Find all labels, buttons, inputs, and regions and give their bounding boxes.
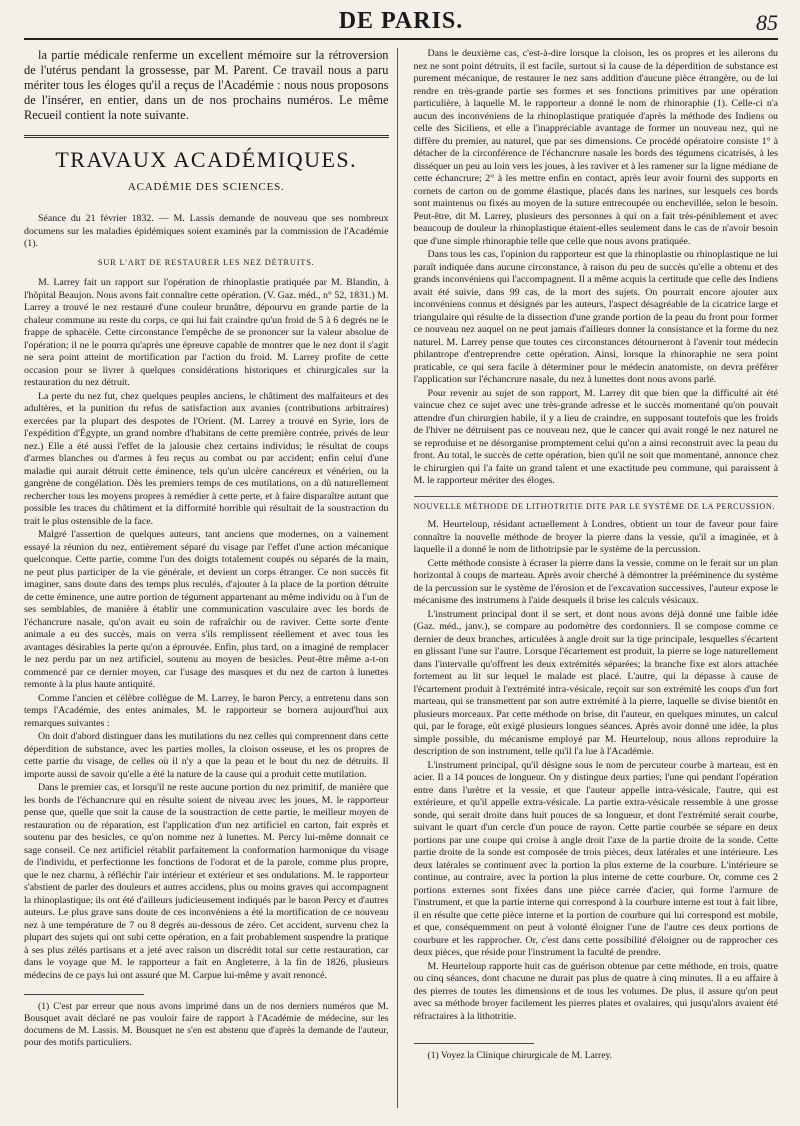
footnote-divider: [24, 994, 144, 995]
paragraph: Malgré l'assertion de quelques auteurs, tant anciens que modernes, on a vainement essayé la réunion du nez, entièrement séparé du visage par l'effet d'une action mécanique quelconque. Cette partie, comme l'un des doigts totalement coupés ou séparés de la main, ne peut plus participer de la vie générale, et devient un corps étranger. Ce non succès fit imaginer, sans doute dans des temps plus reculés, d'ajouter à la place de la portion détruite de cette éminence, une autre portion de tégument appartenant au même individu ou à l'un de ses semblables, de manière à établir une communication vasculaire avec les bords de l'échancrure nasale, qu'on avait eu soin de rafraîchir ou de raviver. Cette sorte d'ente animale a eu des succès, mais on verra s'ils remplissent réellement et avec tous les avantages désirables la perte qu'on a éprouvée. Enfin, plus tard, on a imaginé de remplacer le nez perdu par un nez artificiel, soutenu au moyen de besicles. Peut-être même a-t-on commencé par ce dernier moyen, car l'usage des masques et du nez de carton à lunettes remonte à la plus haute antiquité.: [24, 529, 389, 690]
paragraph: Dans le premier cas, et lorsqu'il ne reste aucune portion du nez primitif, de manière que les bords de l'échancrure qui en résulte soient de niveau avec les joues, M. le rapporteur pense que, quelle que soit la cause de la soustraction de cette partie, le meilleur moyen de restauration ou de réparation, est l'application d'un nez artificiel en carton, fait exprès et soutenu par des besicles, ce qu'on nomme nez à lunettes. M. Percy lui-même donnait ce sage conseil. Ce nez artificiel rétablit parfaitement la conformation harmonique du visage de l'individu, et perfectionne les fonctions de l'odorat et de la parole, comme plus propre, que le nez charnu, à réfléchir l'air intérieur et extérieur et ses ondulations. M. le rapporteur s'abstient de parler des douleurs et autres accidens, plus ou moins graves qui accompagnent la rhinoplastique; ils ont été d'ailleurs judicieusement indiqués par le baron Percy et d'autres auteurs. Le plus grave sans doute de ces inconvéniens a été la mortification de ce nouveau nez à une température de 7 ou 8 degrés au-dessous de zéro. Cet accident, survenu chez la plupart des sujets qui ont subi cette opération, en a fait probablement suspendre la pratique à ses plus zélés partisans et a jeté avec raison un discrédit total sur cette restauration, car dans le voyage que M. le rapporteur a fait en Angleterre, à la fin de 1826, plusieurs médecins de ce pays lui ont assuré que M. Carpue lui-même y avait renoncé.: [24, 782, 389, 981]
paragraph: Pour revenir au sujet de son rapport, M. Larrey dit que bien que la difficulté ait été vaincue chez ce sujet avec une très-grande adresse et le succès momentané qu'on pouvait attendre d'un chirurgien habile, il y a lieu de craindre, en supposant toutefois que les froids de l'hiver ne détruisent pas ce nouveau nez, que le cancer qui avait rongé le nez naturel ne se reproduise et ne désorganise promptement celui qu'on a ainsi reconstruit avec la peau du front. Au total, le succès de cette opération, bien qu'il ne soit que momentané, annonce chez le chirurgien qui l'a faite un grand talent et une exactitude peu commune, qui paraissent à M. le rapporteur mériter des éloges.: [413, 387, 778, 486]
running-header: [24, 8, 778, 40]
subsection-title: ACADÉMIE DES SCIENCES.: [127, 180, 285, 193]
paragraph: Dans le deuxième cas, c'est-à-dire lorsque la cloison, les os propres et les ailerons du nez ne sont point détruits, il est facile, surtout si la cause de la déperdition de substance est purement mécanique, de restaurer le nez sans addition d'aucune pièce étrangère, ou de lui rendre en très-grande partie ses formes et ses fonctions primitives par une opération particulière, à laquelle M. le rapporteur a donné le nom de rhinoraphie (1). Celle-ci n'a aucun des inconvéniens de la rhinoplastique pratiquée d'après la méthode des Indiens ou celle des Siciliens, et elle a l'inappréciable avantage de former un nouveau nez, qui ne diffère du premier, au naturel, que par ses dimensions. Ce procédé opératoire consiste 1° à détacher de la circonférence de l'échancrure nasale les bords des tégumens cicatrisés, à les disséquer un peu au loin vers les joues, à les raviver et à les ramener sur la ligne médiane de cette échancrure; 2° à les mettre enfin en contact, après leur avoir fourni des supports en cornets de carton ou de gomme élastique, placés dans les narines, sur lesquels ces bords sont maintenus ou fixés au moyen de la suture entrecoupée ou enchevillée, selon le besoin. Peut-être, dit M. Larrey, plusieurs des personnes à qui on a fait très-péniblement et avec beaucoup de douleur la rhinoplastique étaient-elles seulement dans le cas de n'avoir besoin que d'une simple rhinoraphie telle que celle que nous avons pratiquée.: [413, 48, 778, 247]
intro-paragraph: la partie médicale renferme un excellent mémoire sur la rétroversion de l'utérus pendant la grossesse, par M. Parent. Ce travail nous a paru mériter tous les éloges qu'il a reçus de l'Académie : nous nous proposons de l'insérer, en entier, dans un de nos prochains numéros. Le même Recueil contient la note suivante.: [24, 48, 389, 122]
paragraph: M. Larrey fait un rapport sur l'opération de rhinoplastie pratiquée par M. Blandin, à l'hôpital Beaujon. Nous avons fait connaître cette opération. (V. Gaz. méd., n° 52, 1831.) M. Larrey a trouvé le nez restauré d'une couleur brunâtre, dépourvu en grande partie de la chaleur commune au reste du corps, ce qui lui fait craindre qu'un froid de 5 à 6 degrés ne le frappe de sphacèle. Cette circonstance l'empêche de se prononcer sur la valeur absolue de l'opération; il ne le pourra qu'après une épreuve capable de montrer que le nez dont il s'agit ne sera point atteint de mortification par l'action du froid. M. Larrey profite de cette occasion pour se livrer à quelques considérations historiques et chirurgicales sur la restauration du nez détruit.: [24, 277, 389, 388]
footnote: (1) Voyez la Clinique chirurgicale de M. Larrey.: [427, 1050, 613, 1061]
article-heading: NOUVELLE MÉTHODE DE LITHOTRITIE DITE PAR LE SYSTÈME DE LA PERCUSSION.: [414, 496, 779, 514]
running-title: DE PARIS.: [338, 8, 464, 34]
section-title: TRAVAUX ACADÉMIQUES.: [55, 147, 358, 172]
section-divider: [24, 135, 389, 138]
footnote: (1) C'est par erreur que nous avons imprimé dans un de nos derniers numéros que M. Bousquet avait déclaré ne pas vouloir faire de rapport à l'Académie de médecine, sur les documens de M. Lassis. M. Bousquet ne s'en est abstenu que d'après la demande de l'auteur, pour des motifs particuliers.: [24, 1001, 389, 1048]
paragraph: Cette méthode consiste à écraser la pierre dans la vessie, comme on le ferait sur un plan horizontal à coups de marteau. Après avoir cherché à démontrer la prééminence du système de la percussion sur le système de l'érosion et de l'excavation successives, l'auteur expose le mécanisme des instrumens à l'aide desquels il brise les calculs vésicaux.: [413, 557, 778, 606]
paragraph: La perte du nez fut, chez quelques peuples anciens, le châtiment des malfaiteurs et des adultères, et la punition du refus de satisfaction aux avanies (contributions arbitraires) exercées par la plupart des despotes de l'Orient. (M. Larrey a trouvé en Syrie, lors de l'expédition d'Égypte, un grand nombre d'habitans de cette première contrée, privés de leur nez.) Elle a été aussi l'effet de la jalousie chez certains individus; le résultat de coups d'armes blanches ou d'armes à feu reçus au combat ou par accident; enfin celui d'une maladie qui aurait détruit cette éminence, tels qu'un ulcère cancéreux et vénérien, ou la gangrène de congélation. Dès les premiers temps de ces mutilations, on a dû naturellement rechercher tous les moyens propres à remédier à cette perte, et à faire disparaître autant que possible les traces du châtiment et la difformité horrible qui résultait de la soustraction du trait le plus ostensible de la face.: [24, 390, 389, 527]
columns: [24, 48, 778, 1108]
article-heading: SUR L'ART DE RESTAURER LES NEZ DÉTRUITS.: [97, 257, 315, 267]
paragraph: M. Heurteloup rapporte huit cas de guérison obtenue par cette méthode, en trois, quatre ou cinq séances, dont chacune ne durait pas plus de quatre à cinq minutes. Il a eu affaire à des pierres de toutes les dimensions et de tous les volumes. De plus, il assure qu'on peut avec sa méthode broyer facilement les pierres plates et ovalaires, qui jusqu'alors avaient été réfractaires à la lithotritie.: [413, 960, 778, 1022]
paragraph: On doit d'abord distinguer dans les mutilations du nez celles qui comprennent dans cette déperdition de substance, avec les parties molles, la cloison osseuse, et les os propres de cette partie du visage, de celles où il n'y a que la peau et le bout du nez de détruits. Il importe aussi de savoir qu'elle a été la nature de la cause qui a produit cette mutilation.: [24, 731, 389, 780]
paragraph: L'instrument principal dont il se sert, et dont nous avons déjà donné une faible idée (Gaz. méd., janv.), se compare au podomètre des cordonniers. Il se compose comme ce dernier de deux branches, articulées à angle droit sur la tige principale, lesquelles s'écartent en glissant l'une sur l'autre. Lorsque l'écartement est produit, la pierre se loge naturellement dans l'intervalle qu'offrent les deux extrémités séparées; la branche fixe est alors attachée fortement au lit sur lequel le malade est placé. L'autre, qui la dépasse à cause de l'écartement produit à l'extrémité intra-vésicale, reçoit sur son extrémité les coups d'un fort marteau, qui se transmettent par son autre extrémité à la pierre, laquelle se divise bientôt en plusieurs morceaux. Par cette méthode on brise, dit l'auteur, en quelques minutes, un calcul qui, par le forage, eût exigé plusieurs longues séances. Après avoir donné une idée, la plus simple possible, du mécanisme employé par M. Heurteloup, nous allons reproduire la description de son instrument, telle qu'il l'a lue à l'Académie.: [413, 608, 778, 757]
seance-paragraph: Séance du 21 février 1832. — M. Lassis demande de nouveau que ses nombreux documens sur les maladies épidémiques soient examinés par la commission de l'Académie (1).: [24, 213, 389, 249]
page-number: 85: [756, 10, 778, 35]
paragraph: Dans tous les cas, l'opinion du rapporteur est que la rhinoplastie ou rhinoplastique ne lui paraît indiquée dans aucune circonstance, à raison du peu de succès qu'elle a obtenu et des grands inconvéniens qui l'accompagnent. Il a même acquis la certitude que celle des Indiens avait été suivie, dans 99 cas, de la mort des sujets. On pourrait encore ajouter aux inconvéniens connus et désignés par les auteurs, l'aspect désagréable de la cicatrice large et triangulaire qui résulte de la dissection d'une grande portion de la peau du front pour former ce nouveau nez auquel on ne peut jamais d'ailleurs donner la consistance et la forme du nez naturel. M. Larrey pense que toutes ces circonstances détourneront à l'avenir tout médecin philantrope d'entreprendre cette opération. Ainsi, lorsque la rhinoraphie ne sera point praticable, ce qui sera facile à déterminer pour le médecin anatomiste, on devra préférer l'application sur l'échancrure nasale, du nez à lunettes dont nous avons parlé.: [413, 249, 778, 385]
footnote-divider: [414, 1043, 534, 1044]
paragraph: L'instrument principal, qu'il désigne sous le nom de percuteur courbe à marteau, est en acier. Il a 14 pouces de longueur. On y distingue deux parties; l'une qui pendant l'opération entre dans l'urètre et la vessie, et que l'auteur appelle intra-vésicale, l'autre, qui est extérieure, et qu'il appelle extra-vésicale. La partie extra-vésicale ressemble à une grosse sonde, qui serait droite dans huit pouces de sa longueur, et dont l'extrémité serait courbe, suivant le quart d'un cercle d'un pouce de rayon. Cette partie courbée se sépare en deux portions par une coupe qui croise à angle droit l'axe de la partie droite de la sonde. Cette partie droite de la sonde est composée de trois pièces, deux latérales et une intérieure. Les deux latérales se continuent avec la portion la plus externe de la courbure. L'intérieure se continue, au contraire, avec la portion la plus interne de cette courbure. Or, comme ces 2 portions externes sont fixées dans une pièce carrée d'acier, qui forme l'armure de l'instrument, et que la partie interne qui correspond à la courbure interne est tout à fait libre, il en résulte que cette pièce interne et la portion de courbure qui lui correspond est mobile, et que, conséquemment on peut à volonté éloigner l'une de l'autre ces deux portions de courbure et les rapprocher. Or, c'est dans cette possibilité d'éloigner ou de rapprocher ces deux pièces, que réside pour l'instrument la faculté de prendre.: [413, 759, 778, 958]
paragraph: M. Heurteloup, résidant actuellement à Londres, obtient un tour de faveur pour faire connaître la nouvelle méthode de broyer la pierre dans la vessie, qu'il a imaginée, et à laquelle il a donné le nom de lithotripsie par le système de la percussion.: [413, 519, 778, 555]
right-column: [414, 48, 779, 1108]
left-column: [24, 48, 398, 1108]
paragraph: Comme l'ancien et célèbre collègue de M. Larrey, le baron Percy, a entretenu dans son temps l'Académie, des entes animales, M. le rapporteur se bornera aujourd'hui aux remarques suivantes :: [24, 692, 389, 729]
